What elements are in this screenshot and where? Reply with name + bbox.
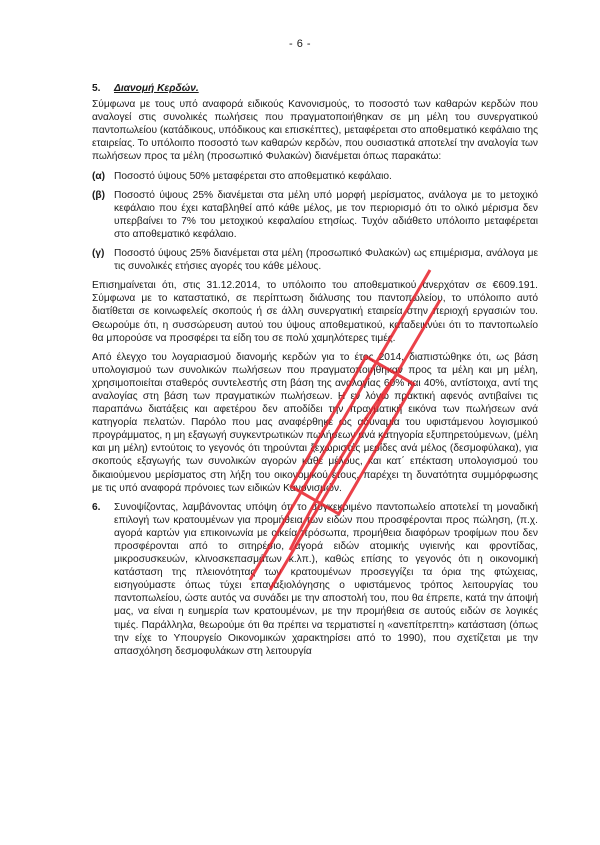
reserve-paragraph: Επισημαίνεται ότι, στις 31.12.2014, το υπόλοιπο του αποθεματικού ανερχόταν σε €609.191. Σύμφωνα με το καταστατικό, σε περίπτωση διάλυσης του παντοπωλείου, το υπόλοιπο αυτό διατίθεται σε κοινωφελείς σκοπούς ή σε άλλη συνεργατική εταιρεία στην περιοχή εργασιών του. Θεωρούμε ότι, η συσσώρευση αυτού του ύψους αποθεματικού, καταδεικνύει ότι το παντοπωλείο θα μπορούσε να προσφέρει τα είδη του σε πολύ χαμηλότερες τιμές.: [92, 280, 538, 344]
list-item-b: [92, 189, 538, 241]
list-item-text: Ποσοστό ύψους 50% μεταφέρεται στο αποθεματικό κεφάλαιο.: [114, 170, 392, 182]
list-item-label: (α): [92, 170, 106, 182]
audit-paragraph: Από έλεγχο του λογαριασμού διανομής κερδών για το έτος 2014, διαπιστώθηκε ότι, ως βάση υπολογισμού των συνολικών πωλήσεων που πραγματοποιήθηκαν προς τα μέλη και μη μέλη, χρησιμοποιείται σταθερός συντελεστής στη βάση της αναλογίας 60% και 40%, αντίστοιχα, αντί της αναλογίας στη βάση των πραγματικών πωλήσεων. Η εν λόγω πρακτική αφενός αντιβαίνει τις παραπάνω διατάξεις και αφετέρου δεν αποδίδει την πραγματική εικόνα των πωλήσεων ανά κατηγορία πελατών. Παρόλο που μας αναφέρθηκε ως αδυναμία του υφιστάμενου λογισμικού προγράμματος, η μη εξαγωγή συγκεντρωτικών πωλήσεων ανά κατηγορία εξυπηρετούμενων, (μέλη και μη μέλη) εντούτοις το γεγονός ότι τηρούνται ξεχωριστές μερίδες ανά μέλος (δεσμοφύλακα), για σκοπούς εξαγωγής των συνολικών αγορών κάθε μέλους, και κατ΄ επέκταση υπολογισμού του δικαιούμενου μερίσματος στη λήξη του οικονομικού έτους, παρέχει τη δυνατότητα συμμόρφωσης με τις υπό αναφορά πρόνοιες των ειδικών Κανονισμών.: [92, 351, 538, 494]
section-5-title: Διανομή Κερδών.: [114, 83, 199, 94]
document-body: [92, 82, 538, 664]
section-6-text: Συνοψίζοντας, λαμβάνοντας υπόψη ότι το συγκεκριμένο παντοπωλείο αποτελεί τη μοναδική επιλογή των κρατουμένων για προμήθεια των ειδών που προσφέρονται προς πώληση, (π.χ. αγορά καρτών για επικοινωνία με οικεία πρόσωπα, προμήθεια διαφόρων τροφίμων που δεν προσφέρονται από το σιτηρέσιο, αγορά ειδών ατομικής υγιεινής και φροντίδας, μικροσυσκευών, κλινοσκεπασμάτων κ.λπ.), καθώς επίσης το γεγονός ότι η οικονομική κατάσταση της πλειονότητας των κρατουμένων προσεγγίζει τα όρια της φτώχειας, εισηγούμαστε όπως τύχει επαναξιολόγησης ο υφιστάμενος τρόπος λειτουργίας του παντοπωλείου, ώστε αυτός να συνάδει με την αποστολή του, που θα έπρεπε, κατά την άποψή μας, να είναι η ευημερία των κρατουμένων, με την προμήθεια σε αυτούς ειδών σε λογικές τιμές. Παράλληλα, θεωρούμε ότι θα πρέπει να τερματιστεί η «ανεπίτρεπτη» κατάσταση (όπως την είχε το Υπουργείο Οικονομικών χαρακτηρίσει από το 1990), που σχετίζεται με την απασχόληση δεσμοφυλάκων στη λειτουργία: [114, 501, 538, 657]
section-6-number: 6.: [92, 501, 101, 513]
page-number: - 6 -: [288, 38, 312, 50]
list-item-a: [92, 170, 538, 183]
list-item-label: (β): [92, 189, 106, 201]
list-item-text: Ποσοστό ύψους 25% διανέμεται στα μέλη υπό μορφή μερίσματος, ανάλογα με το μετοχικό κεφάλαιο που έχει καταβληθεί από κάθε μέλος, με τον περιορισμό ότι το ολικό μέρισμα δεν υπερβαίνει το 7% του μετοχικού κεφαλαίου ετησίως. Τυχόν αδιάθετο υπόλοιπο μεταφέρεται στο αποθεματικό κεφάλαιο.: [114, 189, 538, 240]
list-item-label: (γ): [92, 248, 105, 260]
section-5-heading: [92, 82, 538, 95]
section-6: [92, 501, 538, 658]
section-5-number: 5.: [92, 83, 101, 94]
list-item-text: Ποσοστό ύψους 25% διανέμεται στα μέλη (προσωπικό Φυλακών) ως επιμέρισμα, ανάλογα με τις συνολικές ετήσιες αγορές του κάθε μέλους.: [114, 248, 538, 273]
list-item-c: [92, 247, 538, 273]
section-5-intro: Σύμφωνα με τους υπό αναφορά ειδικούς Κανονισμούς, το ποσοστό των καθαρών κερδών που αναλογεί στις συνολικές πωλήσεις που πραγματοποιήθηκαν σε μη μέλη του συνεργατικού παντοπωλείου (κατάδικους, υπόδικους και επισκέπτες), μεταφέρεται στο αποθεματικό κεφάλαιο της εταιρείας. Το υπόλοιπο ποσοστό των καθαρών κερδών, που ουσιαστικά αποτελεί την αναλογία των πωλήσεων προς τα μέλη (προσωπικό Φυλακών) διανέμεται όπως παρακάτω:: [92, 99, 538, 163]
